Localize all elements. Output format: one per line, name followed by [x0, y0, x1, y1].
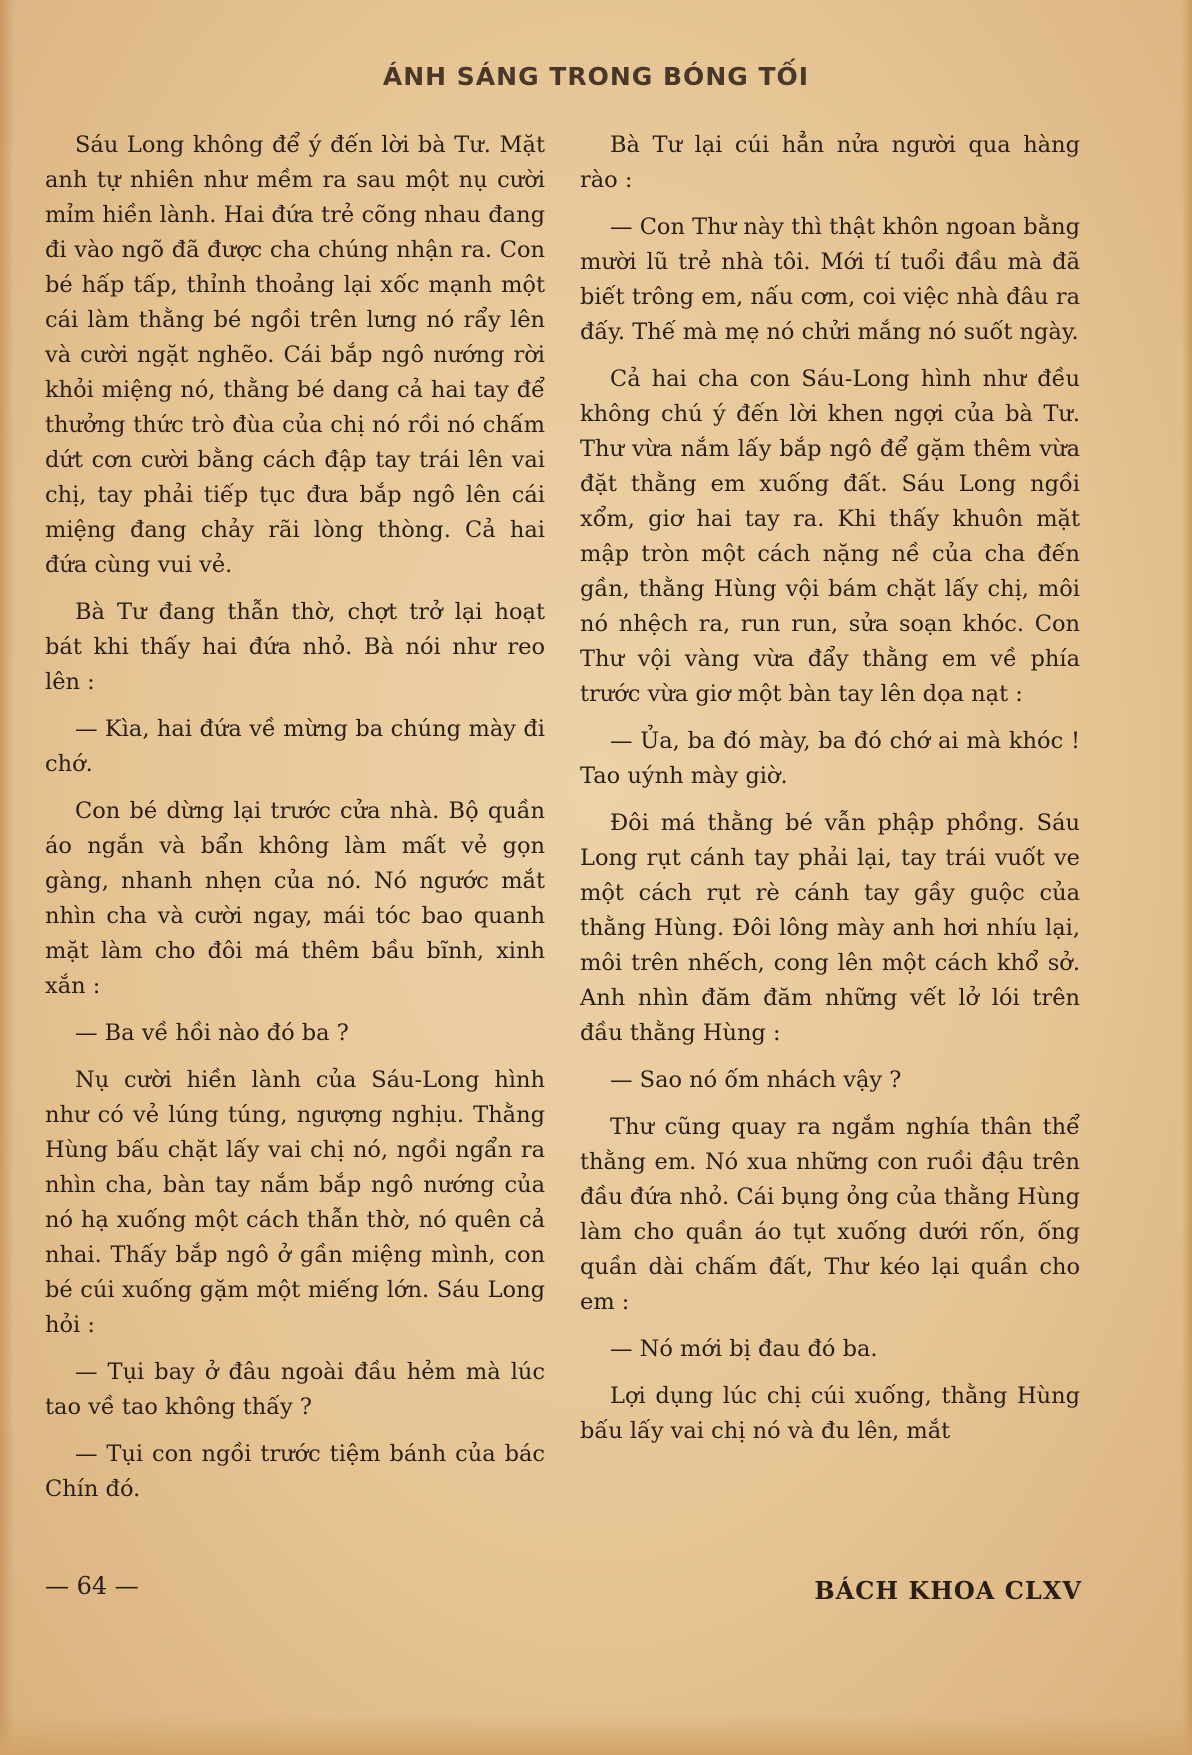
- paper-edge-right: [1182, 0, 1192, 1755]
- paragraph: Bà Tư đang thẫn thờ, chợt trở lại hoạt bát khi thấy hai đứa nhỏ. Bà nói như reo lên :: [45, 599, 545, 695]
- dialogue-line: — Nó mới bị đau đó ba.: [610, 1336, 878, 1362]
- paper-edge-bottom: [0, 1715, 1192, 1755]
- paragraph: Cả hai cha con Sáu-Long hình như đều không chú ý đến lời khen ngợi của bà Tư. Thư vừa nắm lấy bắp ngô để gặm thêm vừa đặt thằng em xuống đất. Sáu Long ngồi xổm, giơ hai tay ra. Khi thấy khuôn mặt mập tròn một cách nặng nề của cha đến gần, thằng Hùng vội bám chặt lấy chị, môi nó nhệch ra, run run, sửa soạn khóc. Con Thư vội vàng vừa đẩy thằng em về phía trước vừa giơ một bàn tay lên dọa nạt :: [580, 366, 1080, 707]
- paragraph: Sáu Long không để ý đến lời bà Tư. Mặt anh tự nhiên như mềm ra sau một nụ cười mỉm hiền lành. Hai đứa trẻ cõng nhau đang đi vào ngõ đã được cha chúng nhận ra. Con bé hấp tấp, thỉnh thoảng lại xốc mạnh một cái làm thằng bé ngồi trên lưng nó rẩy lên và cười ngặt nghẽo. Cái bắp ngô nướng rời khỏi miệng nó, thằng bé dang cả hai tay để thưởng thức trò đùa của chị nó rồi nó chấm dứt cơn cười bằng cách đập tay trái lên vai chị, tay phải tiếp tục đưa bắp ngô lên cái miệng đang chảy rãi lòng thòng. Cả hai đứa cùng vui vẻ.: [45, 132, 545, 578]
- journal-footer: BÁCH KHOA CLXV: [814, 1576, 1082, 1605]
- dialogue-line: — Sao nó ốm nhách vậy ?: [610, 1067, 902, 1093]
- running-head-title: ÁNH SÁNG TRONG BÓNG TỐI: [382, 62, 810, 91]
- paragraph: Con bé dừng lại trước cửa nhà. Bộ quần áo ngắn và bẩn không làm mất vẻ gọn gàng, nhanh nhẹn của nó. Nó ngước mắt nhìn cha và cười ngay, mái tóc bao quanh mặt làm cho đôi má thêm bầu bĩnh, xinh xắn :: [45, 798, 545, 999]
- paragraph: Lợi dụng lúc chị cúi xuống, thằng Hùng bấu lấy vai chị nó và đu lên, mắt: [580, 1383, 1080, 1444]
- dialogue-line: — Tụi con ngồi trước tiệm bánh của bác Chín đó.: [45, 1441, 545, 1502]
- dialogue-line: — Ủa, ba đó mày, ba đó chớ ai mà khóc ! Tao uýnh mày giờ.: [580, 728, 1080, 789]
- dialogue-line: — Ba về hồi nào đó ba ?: [75, 1020, 349, 1046]
- paragraph: Bà Tư lại cúi hẳn nửa người qua hàng rào :: [580, 132, 1080, 193]
- paper-edge-left: [0, 0, 14, 1755]
- left-column: [45, 128, 545, 1519]
- page-number: — 64 —: [45, 1572, 139, 1600]
- dialogue-line: — Kìa, hai đứa về mừng ba chúng mày đi chớ.: [45, 716, 545, 777]
- paragraph: Thư cũng quay ra ngắm nghía thân thể thằng em. Nó xua những con ruồi đậu trên đầu đứa nhỏ. Cái bụng ỏng của thằng Hùng làm cho quần áo tụt xuống dưới rốn, ống quần dài chấm đất, Thư kéo lại quần cho em :: [580, 1114, 1080, 1315]
- paragraph: Đôi má thằng bé vẫn phập phồng. Sáu Long rụt cánh tay phải lại, tay trái vuốt ve một cách rụt rè cánh tay gầy guộc của thằng Hùng. Đôi lông mày anh hơi nhíu lại, môi trên nhếch, cong lên một cách khổ sở. Anh nhìn đăm đăm những vết lở lói trên đầu thằng Hùng :: [580, 810, 1080, 1046]
- dialogue-line: — Tụi bay ở đâu ngoài đầu hẻm mà lúc tao về tao không thấy ?: [45, 1359, 545, 1420]
- dialogue-line: — Con Thư này thì thật khôn ngoan bằng mười lũ trẻ nhà tôi. Mới tí tuổi đầu mà đã biết trông em, nấu cơm, coi việc nhà đâu ra đấy. Thế mà mẹ nó chửi mắng nó suốt ngày.: [580, 214, 1080, 345]
- paragraph: Nụ cười hiền lành của Sáu-Long hình như có vẻ lúng túng, ngượng nghịu. Thằng Hùng bấu chặt lấy vai chị nó, ngồi ngẩn ra nhìn cha, bàn tay nắm bắp ngô nướng của nó hạ xuống một cách thẫn thờ, nó quên cả nhai. Thấy bắp ngô ở gần miệng mình, con bé cúi xuống gặm một miếng lớn. Sáu Long hỏi :: [45, 1067, 545, 1338]
- right-column: [580, 128, 1080, 1461]
